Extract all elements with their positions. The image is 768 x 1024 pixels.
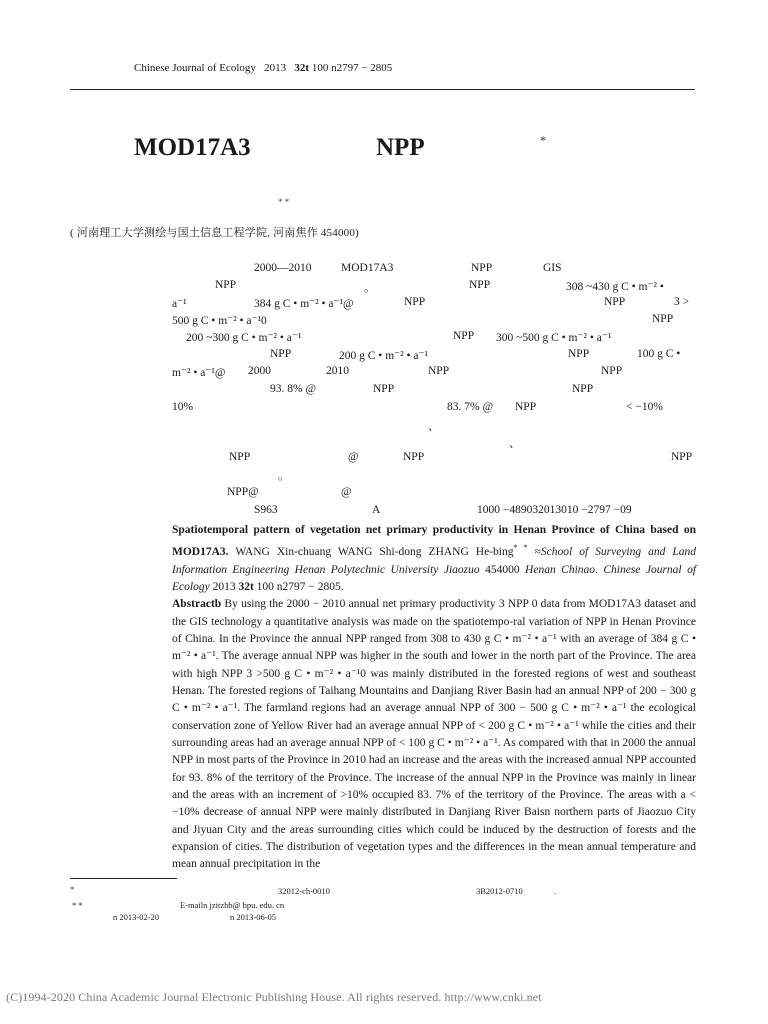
cn-keywords: NPP@: [227, 486, 259, 498]
cn-text: NPP: [453, 330, 475, 342]
cn-text: NPP: [215, 279, 237, 291]
cn-text: NPP: [572, 383, 594, 395]
cn-text: 、: [509, 438, 521, 450]
cn-text: NPP: [373, 383, 395, 395]
cn-text: 3 >: [674, 296, 690, 308]
cn-text: 300 ~500 g C • m⁻² • a⁻¹: [496, 332, 612, 344]
citation-year: 2013: [209, 580, 239, 593]
author-footnote-mark: * *: [72, 900, 83, 910]
cn-text: NPP: [604, 296, 626, 308]
cn-text: 200 g C • m⁻² • a⁻¹: [339, 350, 429, 362]
cn-text: 308 ~430 g C • m⁻² •: [566, 281, 664, 293]
cn-text: GIS: [543, 262, 562, 274]
english-affiliation: School of Surveying and Land Information Engineering Henan Polytechnic University Jiaozuo: [172, 546, 697, 576]
cn-text: a⁻¹: [172, 298, 187, 310]
cn-text: 、: [428, 421, 440, 433]
english-abstract: [172, 522, 696, 874]
cn-text: 500 g C • m⁻² • a⁻¹0: [172, 315, 267, 327]
cn-text: m⁻² • a⁻¹@: [172, 367, 226, 379]
cn-text: MOD17A3: [341, 262, 394, 274]
english-title: Spatiotemporal pattern of vegetation net primary productivity in Henan Province of China based on MOD17A3.: [172, 524, 696, 559]
classification-number: S963: [254, 504, 278, 516]
title-part-1: MOD17A3: [134, 134, 251, 161]
abstract-body: By using the 2000 − 2010 annual net primary productivity 3 NPP 0 data from MOD17A3 dataset and the GIS technology a quantitative analysis was made on the spatiotempo-ral variation of NPP in Henan Province of China. In the Province the annual NPP ranged from 308 to 430 g C • m⁻² • a⁻¹ with an average of 384 g C • m⁻² • a⁻¹. The average annual NPP was higher in the south and lower in the north part of the Province. The area with high NPP 3 >500 g C • m⁻² • a⁻¹0 was mainly distributed in the forested regions of west and southeast Henan. The forested regions of Taihang Mountains and Danjiang River Basin had an annual NPP of 200 − 300 g C • m⁻² • a⁻¹. The farmland regions had an average annual NPP of 300 − 500 g C • m⁻² • a⁻¹ the ecological conservation zone of Yellow River had an average annual NPP of < 200 g C • m⁻² • a⁻¹ while the cities and their surrounding areas had an average annual NPP of < 100 g C • m⁻² • a⁻¹. As compared with that in 2000 the annual NPP in most parts of the Province in 2010 had an increase and the areas with the increased annual NPP accounted for 93. 8% of the territory of the Province. The increase of the annual NPP in the Province was mainly in linear and the areas with an increment of >10% occupied 83. 7% of the territory of the Province. The areas with a < −10% decrease of annual NPP were mainly distributed in Danjiang River Baisn northern parts of Jiaozuo City and Jiyuan City and the areas surrounding cities which could be induced by the destruction of forests and the expansion of cities. The distribution of vegetation types and the differences in the mean annual temperature and mean annual precipitation in the: [172, 598, 696, 871]
citation-journal: Chinese Journal of Ecology: [172, 563, 697, 593]
journal-name: Chinese Journal of Ecology: [134, 62, 256, 74]
cn-text: NPP: [404, 296, 426, 308]
running-header: [134, 62, 392, 74]
english-place: Henan Chinao: [525, 563, 596, 576]
cn-text: 200 ~300 g C • m⁻² • a⁻¹: [186, 332, 302, 344]
cn-text: NPP: [652, 313, 674, 325]
affiliation: ( 河南理工大学测绘与国土信息工程学院, 河南焦作 454000): [70, 227, 359, 239]
cn-text: NPP: [403, 451, 425, 463]
footnote-rule: [70, 878, 177, 879]
journal-volume: 32t: [294, 62, 310, 74]
cn-text: 384 g C • m⁻² • a⁻¹@: [254, 298, 354, 310]
citation-pages: 100 n2797 − 2805.: [253, 580, 344, 593]
journal-issue: 100: [311, 62, 329, 74]
title-part-2: NPP: [376, 134, 425, 161]
journal-year: 2013: [264, 62, 287, 74]
abstract-label: Abstractb: [172, 598, 222, 611]
author-email: E-mailn jzitzhb@ hpu. edu. cn: [180, 900, 285, 910]
header-rule: [70, 89, 695, 90]
cn-text: 83. 7% @: [447, 401, 494, 413]
author-footnote-mark: * *: [513, 543, 528, 553]
cn-text: NPP: [469, 279, 491, 291]
affiliation-marker: ≈: [527, 546, 541, 559]
accepted-date: n 2013-06-05: [230, 912, 277, 922]
cn-text: NPP: [428, 365, 450, 377]
cn-text: NPP: [471, 262, 493, 274]
cn-text: NPP: [568, 348, 590, 360]
citation-volume: 32t: [238, 580, 254, 593]
fund-number: 3B2012-0710: [476, 886, 523, 896]
title-footnote-mark: *: [540, 133, 546, 147]
article-id: 1000 −489032013010 −2797 −09: [477, 504, 632, 516]
cn-text: 2000: [248, 365, 271, 377]
fund-footnote-mark: *: [70, 884, 75, 894]
cn-text: NPP: [601, 365, 623, 377]
cn-text: 100 g C •: [637, 348, 681, 360]
cn-text: NPP: [671, 451, 693, 463]
english-authors: WANG Xin-chuang WANG Shi-dong ZHANG He-bing: [228, 546, 514, 559]
copyright-notice: (C)1994-2020 China Academic Journal Electronic Publishing House. All rights reserved. http://www.cnki.net: [6, 990, 542, 1004]
cn-text: 。: [278, 470, 290, 482]
author-footnote-mark: * *: [278, 197, 290, 207]
received-date: n 2013-02-20: [113, 912, 160, 922]
citation-separator: .: [595, 563, 604, 576]
footnote-dot: .: [554, 886, 557, 896]
cn-text: < −10%: [626, 401, 663, 413]
fund-number: 32012-ch-0010: [278, 886, 330, 896]
cn-text: NPP: [515, 401, 537, 413]
cn-text: @: [348, 451, 359, 463]
cn-keywords: @: [341, 486, 352, 498]
cn-text: 2010: [326, 365, 349, 377]
cn-text: 2000—2010: [254, 262, 312, 274]
journal-pages: n2797 − 2805: [331, 62, 393, 74]
cn-text: 93. 8% @: [270, 383, 317, 395]
document-code: A: [372, 504, 381, 516]
cn-text: 10%: [172, 401, 194, 413]
cn-text: 。: [364, 282, 376, 294]
postal-code: 454000: [479, 563, 520, 576]
cn-text: NPP: [229, 451, 251, 463]
cn-text: NPP: [270, 348, 292, 360]
